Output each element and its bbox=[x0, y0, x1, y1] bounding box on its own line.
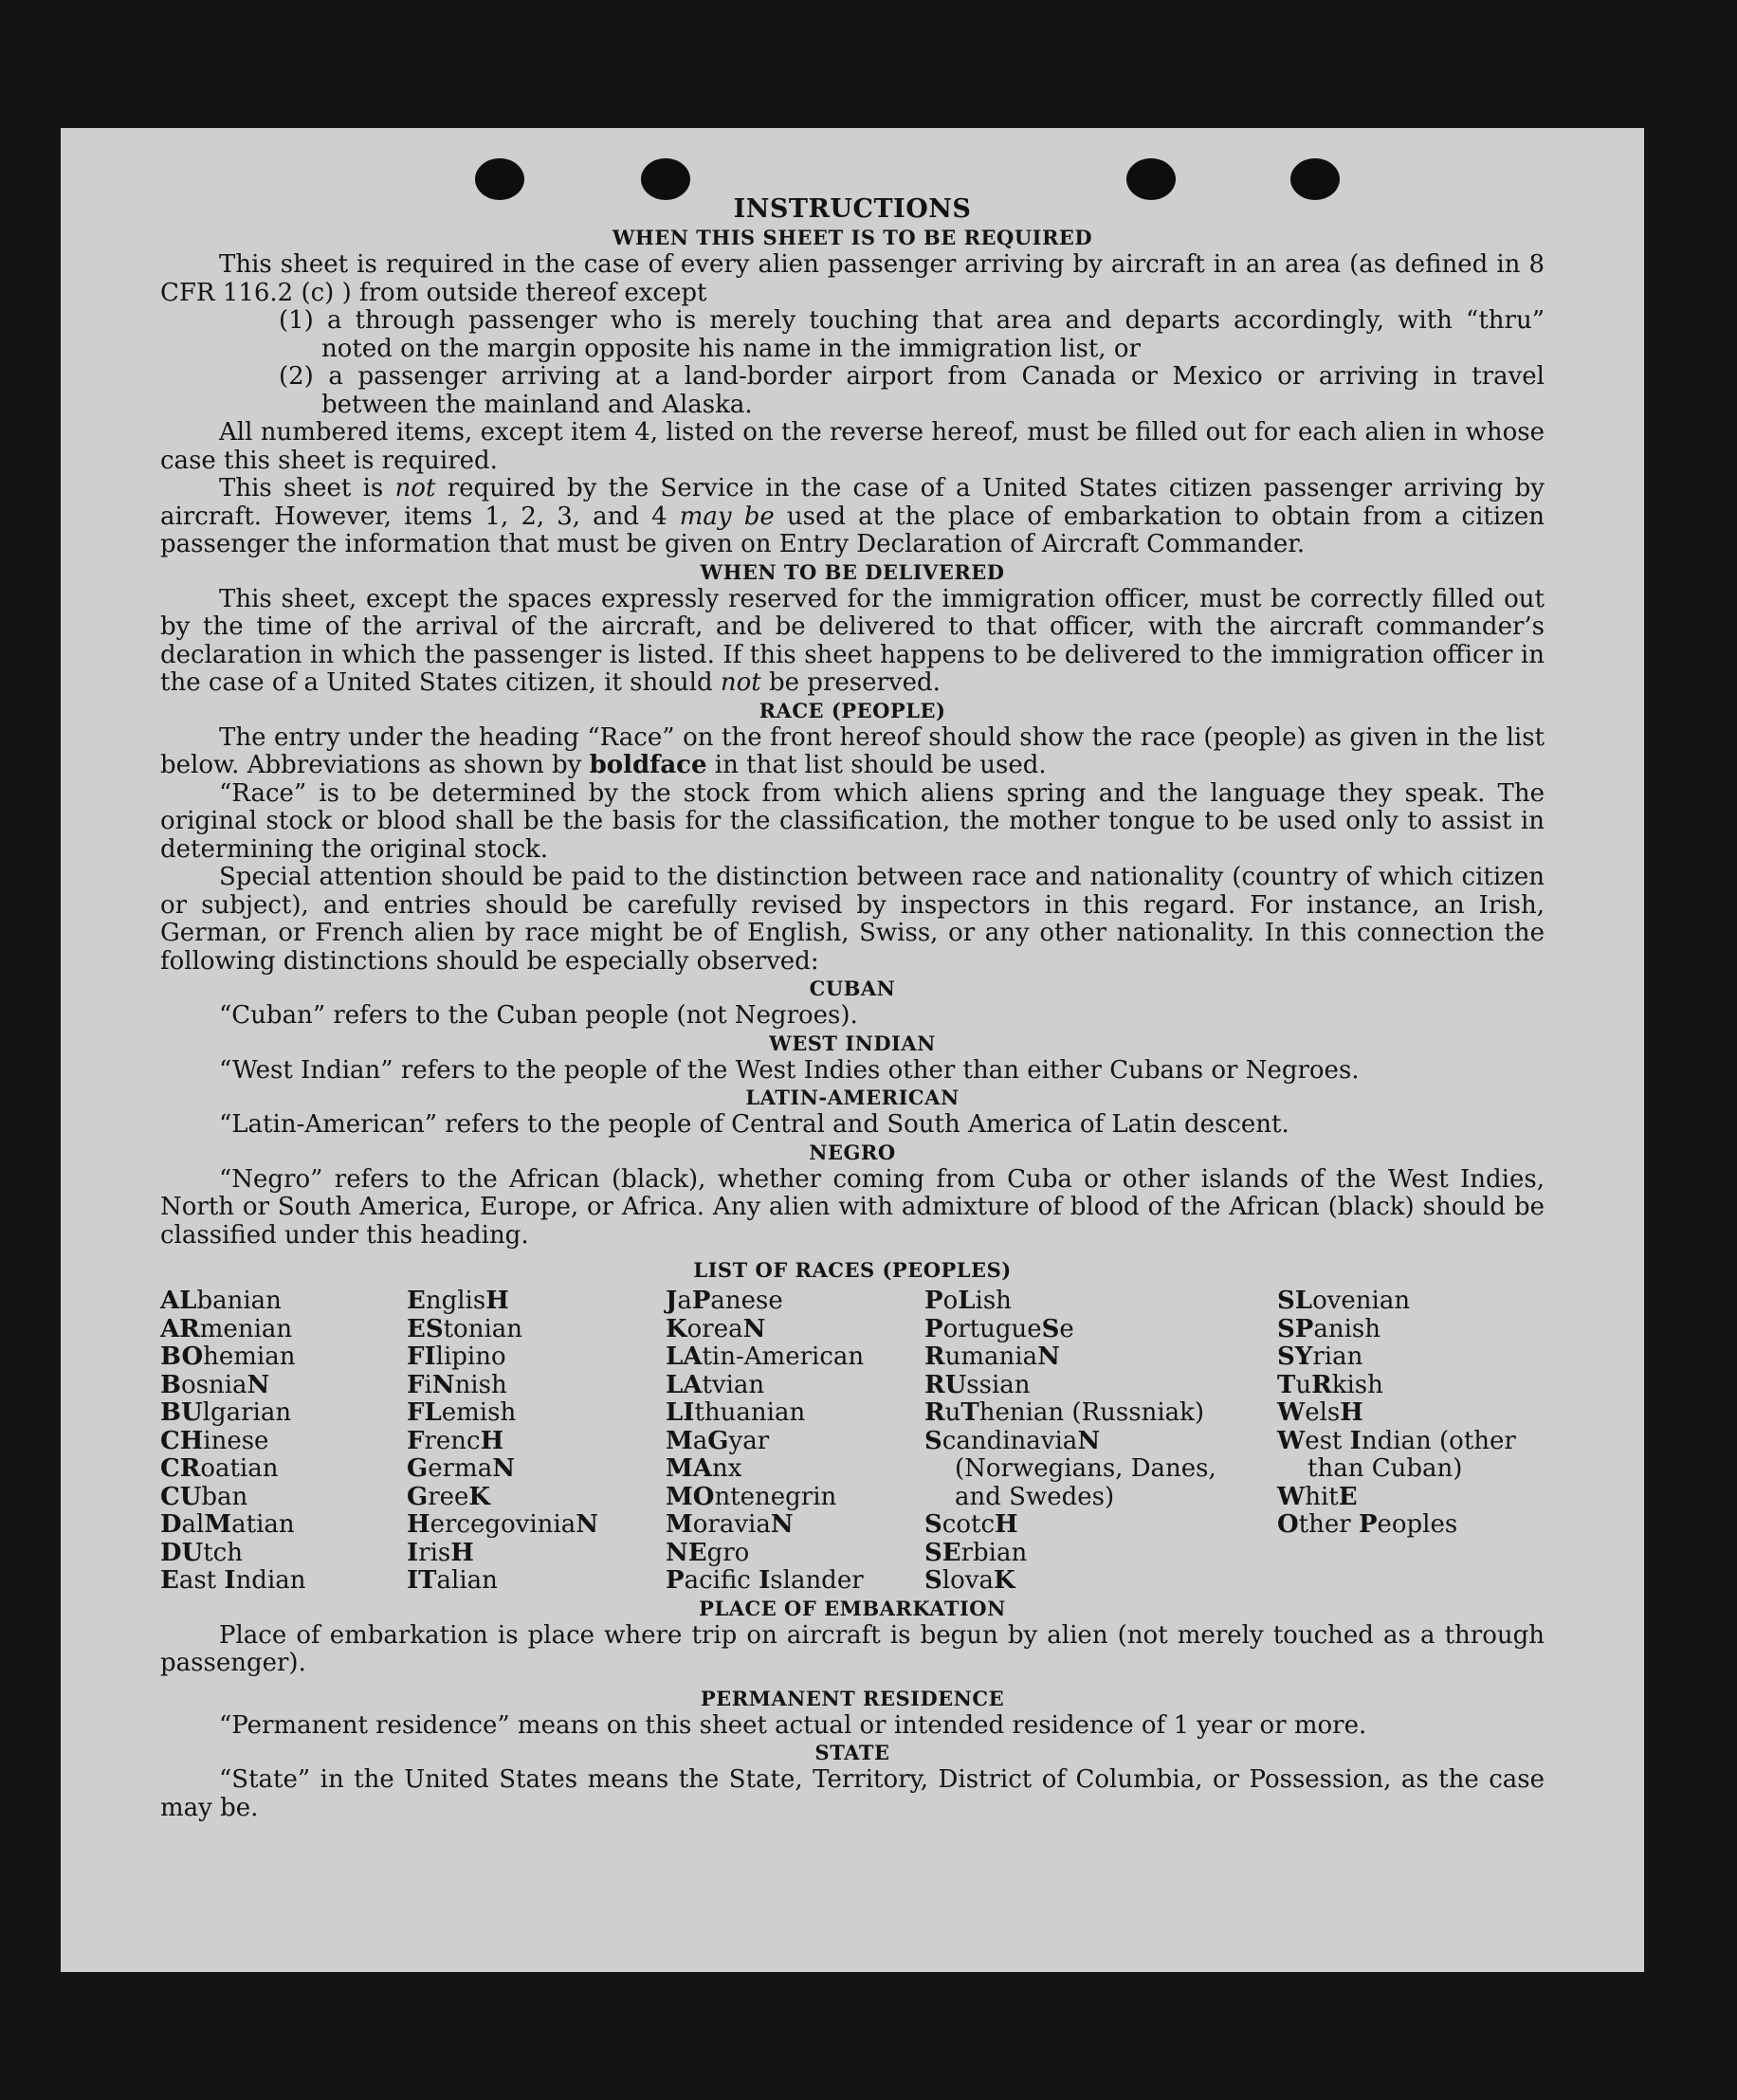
race-abbrev-letter: L bbox=[958, 1287, 976, 1315]
race-abbrev-letter: H bbox=[480, 1426, 504, 1455]
race-text: anish bbox=[1313, 1314, 1380, 1343]
race-text: candinavia bbox=[942, 1426, 1078, 1455]
race-entry bbox=[666, 1455, 924, 1484]
race-text: renc bbox=[424, 1426, 481, 1455]
race-abbrev-letter: H bbox=[407, 1510, 430, 1539]
race-abbrev-letter: ES bbox=[407, 1314, 444, 1343]
race-abbrev-letter: H bbox=[1340, 1398, 1363, 1427]
paragraph: “Race” is to be determined by the stock from which aliens spring and the language they speak. The original stock or blood shall be the basis for the classification, the mother tongue to be used only to assist in determining the original stock. bbox=[160, 778, 1545, 864]
race-column bbox=[407, 1287, 666, 1596]
race-entry bbox=[407, 1343, 666, 1372]
race-text: lipino bbox=[435, 1342, 506, 1371]
race-entry bbox=[666, 1316, 924, 1344]
race-entry bbox=[1277, 1428, 1545, 1484]
race-text: hemian bbox=[203, 1342, 296, 1371]
text: be preserved. bbox=[760, 668, 941, 697]
race-entry bbox=[666, 1540, 924, 1568]
race-abbrev-letter: G bbox=[707, 1426, 729, 1455]
race-abbrev-letter: N bbox=[576, 1510, 598, 1539]
race-text: nish bbox=[454, 1370, 507, 1399]
race-abbrev-letter: E bbox=[407, 1287, 426, 1315]
race-text: ssian bbox=[966, 1370, 1031, 1399]
race-abbrev-letter: N bbox=[742, 1314, 766, 1343]
paragraph: “Latin-American” refers to the people of Central and South America of Latin descent. bbox=[219, 1110, 1289, 1139]
race-abbrev-letter: BU bbox=[160, 1398, 203, 1427]
heading-west-indian: WEST INDIAN bbox=[769, 1031, 936, 1055]
paragraph: “Cuban” refers to the Cuban people (not Negroes). bbox=[219, 1001, 858, 1030]
race-entry bbox=[924, 1428, 1220, 1512]
race-entry bbox=[666, 1287, 924, 1316]
race-entry bbox=[407, 1455, 666, 1484]
race-abbrev-letter: I bbox=[759, 1566, 771, 1595]
race-text: orea bbox=[686, 1314, 743, 1343]
race-abbrev-letter: H bbox=[995, 1510, 1018, 1539]
race-entry bbox=[666, 1372, 924, 1400]
race-text: e bbox=[1059, 1314, 1074, 1343]
race-text: eoples bbox=[1377, 1510, 1458, 1539]
race-text: kish bbox=[1331, 1370, 1383, 1399]
bold-text: boldface bbox=[589, 751, 707, 779]
race-text: a bbox=[692, 1426, 708, 1455]
race-text: ris bbox=[418, 1538, 451, 1567]
heading-cuban: CUBAN bbox=[809, 977, 896, 1000]
paragraph: “West Indian” refers to the people of the West Indies other than either Cubans or Negroes. bbox=[219, 1055, 1360, 1085]
race-abbrev-letter: E bbox=[1338, 1482, 1358, 1511]
race-abbrev-letter: CR bbox=[160, 1454, 201, 1483]
race-column bbox=[924, 1287, 1220, 1596]
race-abbrev-letter: LI bbox=[666, 1398, 695, 1427]
race-text: tch bbox=[203, 1538, 243, 1567]
race-abbrev-letter: W bbox=[1277, 1426, 1306, 1455]
race-abbrev-letter: N bbox=[1037, 1342, 1060, 1371]
race-abbrev-letter: K bbox=[993, 1566, 1015, 1595]
text: in that list should be used. bbox=[706, 751, 1047, 779]
race-entry bbox=[1277, 1287, 1545, 1316]
italic-text: not bbox=[394, 474, 436, 502]
list-item: (1) a through passenger who is merely touching that area and departs accordingly, with “thru” noted on the margin opposite his name in the immigration list, or bbox=[279, 306, 1545, 363]
heading-negro: NEGRO bbox=[809, 1140, 896, 1164]
race-abbrev-letter: R bbox=[924, 1342, 945, 1371]
race-abbrev-letter: N bbox=[770, 1510, 794, 1539]
race-text: ree bbox=[428, 1482, 469, 1511]
race-abbrev-letter: M bbox=[666, 1426, 693, 1455]
race-text: ast bbox=[178, 1566, 225, 1595]
race-text: inese bbox=[203, 1426, 269, 1455]
race-text: anese bbox=[710, 1287, 783, 1315]
race-abbrev-letter: W bbox=[1277, 1398, 1306, 1427]
race-abbrev-letter: T bbox=[960, 1398, 979, 1427]
race-entry bbox=[407, 1511, 666, 1540]
race-abbrev-letter: P bbox=[691, 1287, 711, 1315]
race-entry bbox=[160, 1511, 407, 1540]
race-text: ndian (other than Cuban) bbox=[1307, 1426, 1516, 1483]
race-text: ovenian bbox=[1312, 1287, 1411, 1315]
race-text: a bbox=[677, 1287, 692, 1315]
race-text: emish bbox=[441, 1398, 517, 1427]
race-text: cotc bbox=[942, 1510, 996, 1539]
race-abbrev-letter: SP bbox=[1277, 1314, 1314, 1343]
punch-hole bbox=[475, 158, 524, 200]
race-abbrev-letter: N bbox=[492, 1454, 515, 1483]
race-entry bbox=[160, 1343, 407, 1372]
race-entry bbox=[160, 1567, 407, 1596]
race-abbrev-letter: SE bbox=[924, 1538, 961, 1567]
race-abbrev-letter: NE bbox=[666, 1538, 707, 1567]
race-abbrev-letter: MO bbox=[666, 1482, 715, 1511]
race-abbrev-letter: M bbox=[204, 1510, 232, 1539]
race-text: lgarian bbox=[202, 1398, 292, 1427]
race-text: rian bbox=[1312, 1342, 1363, 1371]
race-entry bbox=[160, 1484, 407, 1512]
race-entry bbox=[1277, 1343, 1545, 1372]
race-abbrev-letter: P bbox=[666, 1566, 685, 1595]
race-entry bbox=[666, 1511, 924, 1540]
race-text: ortugue bbox=[942, 1314, 1042, 1343]
race-entry bbox=[1277, 1399, 1545, 1428]
race-entry bbox=[1277, 1511, 1545, 1540]
list-item: (2) a passenger arriving at a land-border airport from Canada or Mexico or arriving in travel between the mainland and Alaska. bbox=[279, 362, 1545, 419]
race-text: gro bbox=[706, 1538, 750, 1567]
race-text: rbian bbox=[960, 1538, 1028, 1567]
race-text: atian bbox=[231, 1510, 295, 1539]
race-text: ish bbox=[975, 1287, 1012, 1315]
race-text: umania bbox=[944, 1342, 1038, 1371]
punch-hole bbox=[1126, 158, 1176, 200]
race-abbrev-letter: SY bbox=[1277, 1342, 1313, 1371]
paragraph bbox=[160, 724, 1545, 780]
race-abbrev-letter: R bbox=[1311, 1370, 1332, 1399]
race-entry bbox=[666, 1399, 924, 1428]
heading-when-required: WHEN THIS SHEET IS TO BE REQUIRED bbox=[612, 226, 1093, 249]
race-entry bbox=[407, 1567, 666, 1596]
race-entry bbox=[924, 1399, 1220, 1428]
race-abbrev-letter: FL bbox=[407, 1398, 442, 1427]
race-column bbox=[160, 1287, 407, 1596]
race-text: al bbox=[181, 1510, 205, 1539]
race-entry bbox=[666, 1343, 924, 1372]
heading-place-of-embarkation: PLACE OF EMBARKATION bbox=[699, 1596, 1006, 1620]
race-text: nglis bbox=[425, 1287, 486, 1315]
race-abbrev-letter: I bbox=[407, 1538, 419, 1567]
text: The entry under the heading “Race” on the front hereof should show the race (people) as given in the list below. Abbreviations as shown by bbox=[160, 722, 1545, 779]
race-text: osnia bbox=[180, 1370, 247, 1399]
race-entry bbox=[407, 1484, 666, 1512]
race-entry bbox=[160, 1428, 407, 1456]
italic-text: not bbox=[720, 668, 761, 697]
punch-hole bbox=[1290, 158, 1340, 200]
heading-permanent-residence: PERMANENT RESIDENCE bbox=[700, 1686, 1005, 1710]
race-abbrev-letter: P bbox=[924, 1287, 943, 1315]
race-column bbox=[666, 1287, 924, 1596]
paragraph: “Permanent residence” means on this sheet actual or intended residence of 1 year or more. bbox=[219, 1710, 1367, 1740]
race-entry bbox=[407, 1540, 666, 1568]
race-abbrev-letter: N bbox=[247, 1370, 270, 1399]
race-text: els bbox=[1305, 1398, 1341, 1427]
race-entry bbox=[666, 1484, 924, 1512]
punch-hole bbox=[641, 158, 690, 200]
race-entry bbox=[924, 1343, 1220, 1372]
heading-latin-american: LATIN-AMERICAN bbox=[745, 1086, 960, 1109]
race-abbrev-letter: S bbox=[924, 1426, 942, 1455]
race-abbrev-letter: P bbox=[1358, 1510, 1378, 1539]
race-abbrev-letter: S bbox=[924, 1566, 942, 1595]
race-text: acific bbox=[684, 1566, 759, 1595]
race-abbrev-letter: P bbox=[924, 1314, 943, 1343]
race-text: ntenegrin bbox=[714, 1482, 837, 1511]
text: used at the place of embarkation to obtain from a citizen passenger the information that must be given on Entry Declaration of Aircraft Commander. bbox=[160, 502, 1545, 558]
race-list bbox=[160, 1287, 1545, 1596]
paragraph: Special attention should be paid to the distinction between race and nationality (country of which citizen or subject), and entries should be carefully revised by inspectors in this regard. For instance, an Irish, German, or French alien by race might be of English, Swiss, or any other nationality. In this connection the following distinctions should be especially observed: bbox=[160, 863, 1545, 976]
race-entry bbox=[407, 1372, 666, 1400]
race-text: est bbox=[1305, 1426, 1350, 1455]
race-abbrev-letter: H bbox=[450, 1538, 474, 1567]
race-text: menian bbox=[199, 1314, 293, 1343]
race-abbrev-letter: AR bbox=[160, 1314, 200, 1343]
race-entry bbox=[160, 1399, 407, 1428]
page-title: INSTRUCTIONS bbox=[733, 194, 972, 224]
race-text: tvian bbox=[702, 1370, 765, 1399]
race-entry bbox=[924, 1540, 1220, 1568]
race-abbrev-letter: G bbox=[407, 1482, 429, 1511]
heading-when-delivered: WHEN TO BE DELIVERED bbox=[700, 559, 1005, 584]
race-abbrev-letter: RU bbox=[924, 1370, 967, 1399]
race-abbrev-letter: CH bbox=[160, 1426, 204, 1455]
race-abbrev-letter: IT bbox=[407, 1566, 437, 1595]
paragraph bbox=[160, 586, 1545, 698]
race-abbrev-letter: O bbox=[1277, 1510, 1299, 1539]
race-abbrev-letter: LA bbox=[666, 1370, 703, 1399]
paragraph: This sheet is required in the case of every alien passenger arriving by aircraft in an area (as defined in 8 CFR 116.2 (c) ) from outside thereof except bbox=[160, 250, 1545, 307]
race-entry bbox=[924, 1287, 1220, 1316]
race-abbrev-letter: I bbox=[224, 1566, 236, 1595]
heading-list-of-races: LIST OF RACES (PEOPLES) bbox=[693, 1258, 1012, 1282]
race-entry bbox=[407, 1316, 666, 1344]
race-abbrev-letter: E bbox=[160, 1566, 179, 1595]
race-abbrev-letter: N bbox=[431, 1370, 455, 1399]
race-entry bbox=[407, 1287, 666, 1316]
race-text: thuanian bbox=[694, 1398, 806, 1427]
instruction-sheet bbox=[61, 128, 1644, 1972]
race-text: ercegovinia bbox=[430, 1510, 576, 1539]
race-entry bbox=[1277, 1484, 1545, 1512]
race-abbrev-letter: D bbox=[160, 1510, 182, 1539]
race-entry bbox=[666, 1567, 924, 1596]
race-entry bbox=[1277, 1316, 1545, 1344]
race-abbrev-letter: R bbox=[924, 1398, 945, 1427]
race-abbrev-letter: F bbox=[407, 1370, 425, 1399]
race-text: henian (Russniak) bbox=[978, 1398, 1205, 1427]
race-text: u bbox=[1295, 1370, 1312, 1399]
race-abbrev-letter: DU bbox=[160, 1538, 204, 1567]
heading-state: STATE bbox=[814, 1741, 890, 1764]
race-abbrev-letter: H bbox=[485, 1287, 509, 1315]
race-abbrev-letter: S bbox=[924, 1510, 942, 1539]
race-entry bbox=[924, 1316, 1220, 1344]
race-entry bbox=[407, 1399, 666, 1428]
race-text: yar bbox=[728, 1426, 770, 1455]
paragraph: All numbered items, except item 4, listed on the reverse hereof, must be filled out for each alien in whose case this sheet is required. bbox=[160, 418, 1545, 475]
race-abbrev-letter: MA bbox=[666, 1454, 712, 1483]
race-abbrev-letter: I bbox=[1349, 1426, 1362, 1455]
race-abbrev-letter: K bbox=[468, 1482, 491, 1511]
paragraph: “State” in the United States means the State, Territory, District of Columbia, or Possession, as the case may be. bbox=[160, 1765, 1545, 1822]
race-column bbox=[1277, 1287, 1545, 1596]
race-text: ther bbox=[1298, 1510, 1359, 1539]
text: This sheet, except the spaces expressly reserved for the immigration officer, must be correctly filled out by the time of the arrival of the aircraft, and be delivered to that officer, with the aircraft commander’s declaration in which the passenger is listed. If this sheet happens to be delivered to the immigration officer in the case of a United States citizen, it should bbox=[160, 584, 1545, 697]
race-entry bbox=[160, 1540, 407, 1568]
race-abbrev-letter: W bbox=[1277, 1482, 1306, 1511]
race-text: banian bbox=[196, 1287, 282, 1315]
race-abbrev-letter: G bbox=[407, 1454, 429, 1483]
race-text: erma bbox=[428, 1454, 493, 1483]
race-entry bbox=[160, 1455, 407, 1484]
race-text: nx bbox=[711, 1454, 742, 1483]
race-abbrev-letter: F bbox=[407, 1426, 425, 1455]
race-entry bbox=[924, 1567, 1220, 1596]
race-text: o bbox=[942, 1287, 959, 1315]
race-text: slander bbox=[770, 1566, 864, 1595]
race-text: alian bbox=[436, 1566, 498, 1595]
text: required by the Service in the case of a United States citizen passenger arriving by aircraft. However, items 1, 2, 3, and 4 bbox=[160, 474, 1545, 531]
race-abbrev-letter: CU bbox=[160, 1482, 202, 1511]
race-abbrev-letter: M bbox=[666, 1510, 693, 1539]
race-text: hit bbox=[1305, 1482, 1339, 1511]
race-text: (Norwegians, Danes, and Swedes) bbox=[955, 1454, 1216, 1511]
race-text: ban bbox=[201, 1482, 248, 1511]
heading-race: RACE (PEOPLE) bbox=[759, 698, 946, 722]
race-text: oatian bbox=[200, 1454, 279, 1483]
race-entry bbox=[924, 1372, 1220, 1400]
text: This sheet is bbox=[219, 474, 395, 502]
race-abbrev-letter: B bbox=[160, 1370, 181, 1399]
race-text: tonian bbox=[443, 1314, 523, 1343]
race-entry bbox=[924, 1511, 1220, 1540]
race-abbrev-letter: FI bbox=[407, 1342, 436, 1371]
race-abbrev-letter: J bbox=[666, 1287, 678, 1315]
race-abbrev-letter: T bbox=[1277, 1370, 1296, 1399]
race-entry bbox=[666, 1428, 924, 1456]
race-abbrev-letter: LA bbox=[666, 1342, 703, 1371]
race-entry bbox=[160, 1316, 407, 1344]
race-text: oravia bbox=[692, 1510, 771, 1539]
race-text: i bbox=[424, 1370, 432, 1399]
race-abbrev-letter: BO bbox=[160, 1342, 204, 1371]
race-text: lova bbox=[942, 1566, 994, 1595]
race-abbrev-letter: AL bbox=[160, 1287, 197, 1315]
race-entry bbox=[160, 1287, 407, 1316]
race-text: tin-American bbox=[702, 1342, 865, 1371]
italic-text: may be bbox=[679, 502, 775, 531]
paragraph: Place of embarkation is place where trip on aircraft is begun by alien (not merely touched as a through passenger). bbox=[160, 1620, 1545, 1677]
paragraph: “Negro” refers to the African (black), whether coming from Cuba or other islands of the West Indies, North or South America, Europe, or Africa. Any alien with admixture of blood of the African (black) should be classified under this heading. bbox=[160, 1164, 1545, 1250]
race-abbrev-letter: K bbox=[666, 1314, 687, 1343]
race-abbrev-letter: SL bbox=[1277, 1287, 1313, 1315]
paragraph bbox=[160, 475, 1545, 559]
race-text: u bbox=[944, 1398, 961, 1427]
race-abbrev-letter: S bbox=[1041, 1314, 1060, 1343]
race-entry bbox=[407, 1428, 666, 1456]
race-abbrev-letter: N bbox=[1077, 1426, 1101, 1455]
race-text: ndian bbox=[235, 1566, 306, 1595]
race-entry bbox=[1277, 1372, 1545, 1400]
race-entry bbox=[160, 1372, 407, 1400]
